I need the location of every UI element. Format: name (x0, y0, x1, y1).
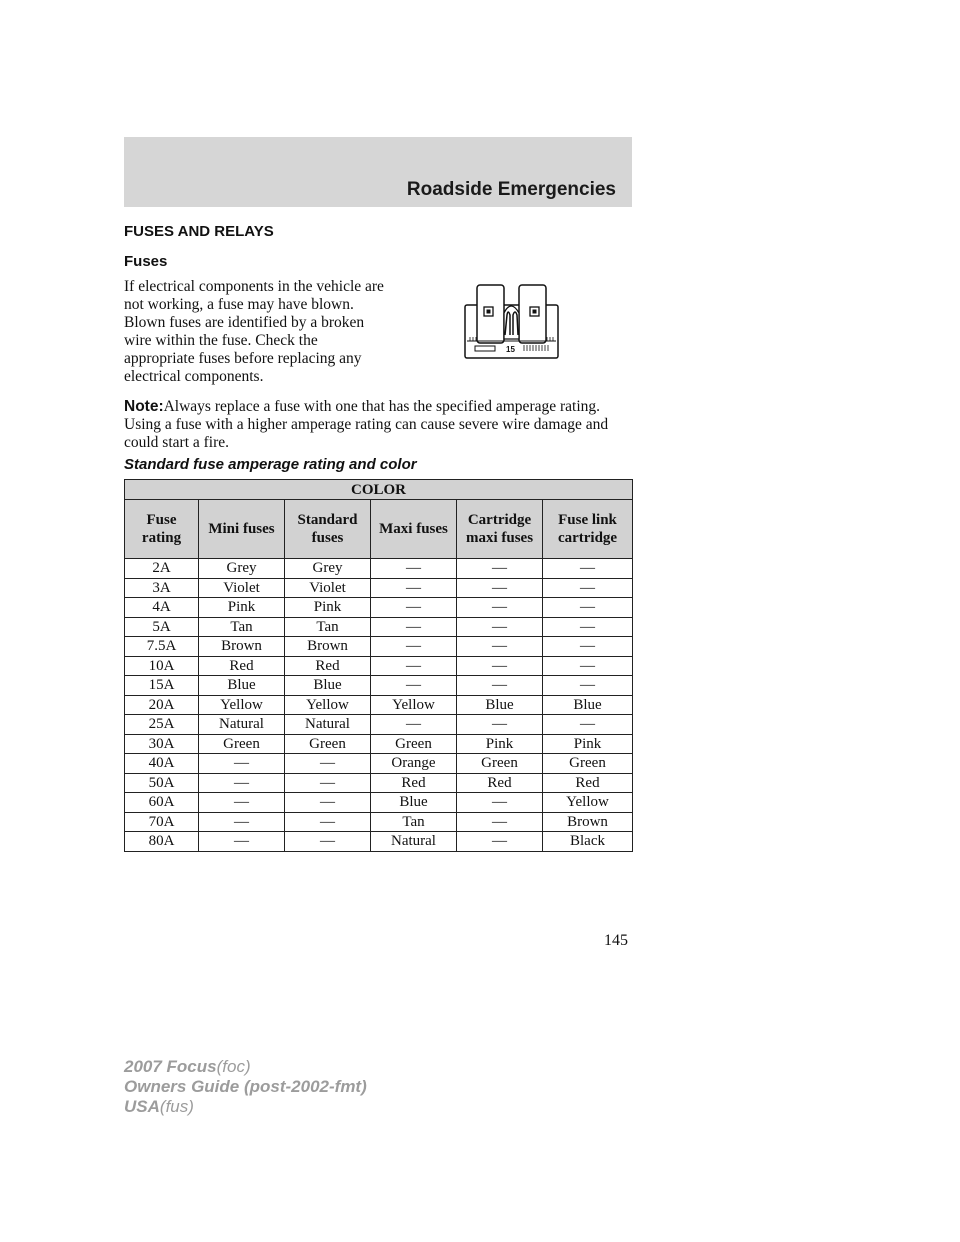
footer-region: USA (124, 1097, 160, 1116)
header-band (124, 137, 632, 207)
table-cell: Pink (457, 734, 543, 754)
table-cell: Green (285, 734, 371, 754)
footer-guide: Owners Guide (post-2002-fmt) (124, 1077, 367, 1096)
table-cell: Yellow (543, 793, 633, 813)
table-cell: — (371, 617, 457, 637)
table-cell: Natural (285, 715, 371, 735)
table-cell: — (199, 832, 285, 852)
table-cell: Black (543, 832, 633, 852)
table-cell: Grey (285, 559, 371, 579)
table-cell: — (543, 578, 633, 598)
table-cell: 50A (125, 773, 199, 793)
table-cell: — (457, 793, 543, 813)
table-cell: — (543, 559, 633, 579)
table-cell: 7.5A (125, 637, 199, 657)
table-cell: — (457, 832, 543, 852)
table-cell: 4A (125, 598, 199, 618)
table-cell: 30A (125, 734, 199, 754)
table-cell: 70A (125, 812, 199, 832)
table-cell: — (285, 793, 371, 813)
table-cell: 25A (125, 715, 199, 735)
table-cell: — (457, 637, 543, 657)
column-header: Standard fuses (285, 500, 371, 559)
table-cell: Red (457, 773, 543, 793)
table-cell: Brown (199, 637, 285, 657)
table-cell: Red (285, 656, 371, 676)
table-cell: 3A (125, 578, 199, 598)
footer-model-code: (foc) (216, 1057, 251, 1076)
table-cell: Natural (371, 832, 457, 852)
table-cell: Grey (199, 559, 285, 579)
table-row (125, 695, 633, 715)
table-row (125, 754, 633, 774)
table-cell: Brown (543, 812, 633, 832)
table-row (125, 598, 633, 618)
section-title: FUSES AND RELAYS (124, 223, 274, 240)
table-row (125, 715, 633, 735)
table-cell: — (371, 559, 457, 579)
table-cell: 15A (125, 676, 199, 696)
note-text: Always replace a fuse with one that has the specified amperage rating. Using a fuse with a higher amperage rating can cause severe wire damage and could start a fire. (124, 398, 609, 451)
table-cell: 20A (125, 695, 199, 715)
table-cell: Green (457, 754, 543, 774)
subsection-title: Fuses (124, 253, 168, 270)
intro-paragraph: If electrical components in the vehicle are not working, a fuse may have blown. Blown fuses are identified by a broken wire within the fuse. Check the appropriate fuses before replacing any electrical components. (124, 278, 384, 385)
table-cell: — (543, 617, 633, 637)
table-row (125, 656, 633, 676)
table-cell: Blue (543, 695, 633, 715)
table-cell: Blue (371, 793, 457, 813)
table-cell: — (199, 773, 285, 793)
column-header: Mini fuses (199, 500, 285, 559)
table-cell: Green (543, 754, 633, 774)
note-label: Note: (124, 398, 164, 415)
chapter-title: Roadside Emergencies (406, 179, 616, 200)
table-cell: — (457, 715, 543, 735)
table-cell: — (199, 793, 285, 813)
table-cell: Pink (285, 598, 371, 618)
table-cell: Yellow (371, 695, 457, 715)
footer-model: 2007 Focus (124, 1057, 217, 1076)
table-cell: — (457, 598, 543, 618)
table-row (125, 812, 633, 832)
table-cell: — (457, 656, 543, 676)
table-cell: Yellow (199, 695, 285, 715)
table-row (125, 617, 633, 637)
column-header: Cartridge maxi fuses (457, 500, 543, 559)
table-cell: Pink (543, 734, 633, 754)
table-cell: — (371, 637, 457, 657)
table-row (125, 832, 633, 852)
table-cell: Violet (285, 578, 371, 598)
table-cell: — (543, 676, 633, 696)
table-cell: Tan (199, 617, 285, 637)
table-cell: Red (199, 656, 285, 676)
table-cell: — (543, 715, 633, 735)
table-cell: Brown (285, 637, 371, 657)
table-cell: Orange (371, 754, 457, 774)
table-cell: — (543, 637, 633, 657)
table-cell: — (457, 578, 543, 598)
table-cell: — (543, 598, 633, 618)
table-cell: 2A (125, 559, 199, 579)
table-row (125, 734, 633, 754)
column-header: Fuse link cartridge (543, 500, 633, 559)
table-cell: Blue (457, 695, 543, 715)
column-header: Maxi fuses (371, 500, 457, 559)
table-cell: 10A (125, 656, 199, 676)
table-cell: — (285, 812, 371, 832)
column-header: Fuse rating (125, 500, 199, 559)
table-cell: — (285, 832, 371, 852)
table-row (125, 773, 633, 793)
table-cell: Yellow (285, 695, 371, 715)
table-cell: — (199, 754, 285, 774)
footer-region-code: (fus) (159, 1097, 194, 1116)
table-row (125, 559, 633, 579)
table-cell: — (285, 754, 371, 774)
table-cell: 80A (125, 832, 199, 852)
table-cell: 5A (125, 617, 199, 637)
table-cell: — (285, 773, 371, 793)
table-cell: — (371, 578, 457, 598)
table-row (125, 637, 633, 657)
table-cell: Tan (285, 617, 371, 637)
table-cell: 40A (125, 754, 199, 774)
table-cell: Green (199, 734, 285, 754)
note-paragraph (124, 398, 634, 452)
table-row (125, 793, 633, 813)
color-group-header: COLOR (125, 480, 633, 500)
table-cell: Blue (199, 676, 285, 696)
fuse-color-table (124, 479, 633, 852)
table-cell: — (371, 676, 457, 696)
table-cell: Violet (199, 578, 285, 598)
table-cell: — (457, 676, 543, 696)
table-row (125, 676, 633, 696)
table-cell: — (199, 812, 285, 832)
fuse-illustration (464, 277, 559, 359)
page-number: 145 (604, 932, 628, 949)
table-cell: — (457, 812, 543, 832)
table-cell: Red (371, 773, 457, 793)
table-row (125, 578, 633, 598)
table-cell: Blue (285, 676, 371, 696)
table-cell: — (543, 656, 633, 676)
table-caption: Standard fuse amperage rating and color (124, 456, 417, 473)
table-cell: Natural (199, 715, 285, 735)
table-cell: — (371, 715, 457, 735)
table-cell: Green (371, 734, 457, 754)
table-cell: Pink (199, 598, 285, 618)
fuse-label: 15 (506, 345, 515, 354)
table-cell: — (457, 617, 543, 637)
table-cell: Tan (371, 812, 457, 832)
footer (124, 1057, 367, 1117)
table-cell: — (371, 656, 457, 676)
table-cell: Red (543, 773, 633, 793)
table-cell: 60A (125, 793, 199, 813)
table-cell: — (457, 559, 543, 579)
table-cell: — (371, 598, 457, 618)
